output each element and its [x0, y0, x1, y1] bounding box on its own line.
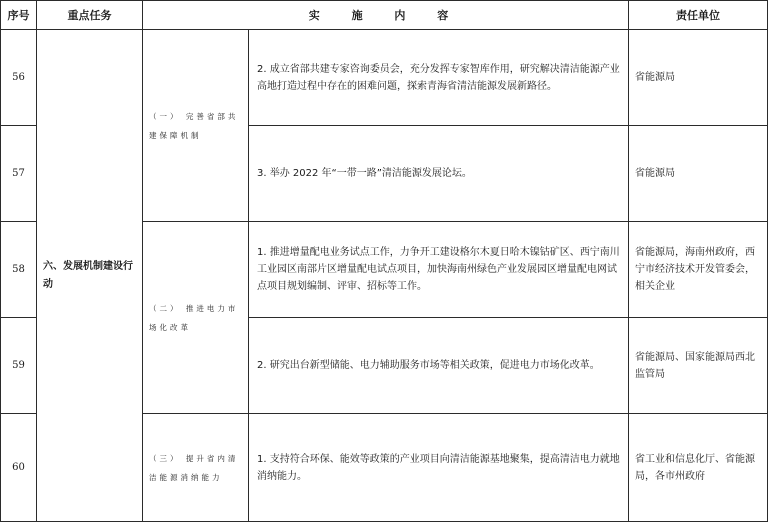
subtask-cell: （三） 提升省内清洁能源消纳能力 [143, 414, 249, 522]
table-header-row [1, 1, 768, 30]
content-cell: 3. 举办 2022 年“一带一路”清洁能源发展论坛。 [249, 126, 629, 222]
content-cell: 2. 研究出台新型储能、电力辅助服务市场等相关政策，促进电力市场化改革。 [249, 318, 629, 414]
row-number: 56 [1, 30, 37, 126]
row-number: 58 [1, 222, 37, 318]
header-serial-number: 序号 [1, 1, 37, 30]
row-number: 59 [1, 318, 37, 414]
responsible-unit-cell: 省能源局、国家能源局西北监管局 [629, 318, 768, 414]
subtask-cell: （一） 完善省部共建保障机制 [143, 30, 249, 222]
row-number: 60 [1, 414, 37, 522]
row-number: 57 [1, 126, 37, 222]
responsible-unit-cell: 省能源局 [629, 30, 768, 126]
subtask-cell: （二） 推进电力市场化改革 [143, 222, 249, 414]
key-task-cell: 六、发展机制建设行动 [37, 30, 143, 522]
table-row [1, 30, 768, 126]
header-implementation-content: 实 施 内 容 [143, 1, 629, 30]
content-cell: 1. 推进增量配电业务试点工作，力争开工建设格尔木夏日哈木镍钴矿区、西宁南川工业园区南部片区增量配电试点项目，加快海南州绿色产业发展园区增量配电网试点项目规划编制、评审、招标等工作。 [249, 222, 629, 318]
responsible-unit-cell: 省能源局 [629, 126, 768, 222]
content-cell: 1. 支持符合环保、能效等政策的产业项目向清洁能源基地聚集，提高清洁电力就地消纳能力。 [249, 414, 629, 522]
responsible-unit-cell: 省能源局，海南州政府，西宁市经济技术开发管委会，相关企业 [629, 222, 768, 318]
responsible-unit-cell: 省工业和信息化厅、省能源局，各市州政府 [629, 414, 768, 522]
content-cell: 2. 成立省部共建专家咨询委员会，充分发挥专家智库作用，研究解决清洁能源产业高地打造过程中存在的困难问题，探索青海省清洁能源发展新路径。 [249, 30, 629, 126]
header-responsible-unit: 责任单位 [629, 1, 768, 30]
header-key-task: 重点任务 [37, 1, 143, 30]
